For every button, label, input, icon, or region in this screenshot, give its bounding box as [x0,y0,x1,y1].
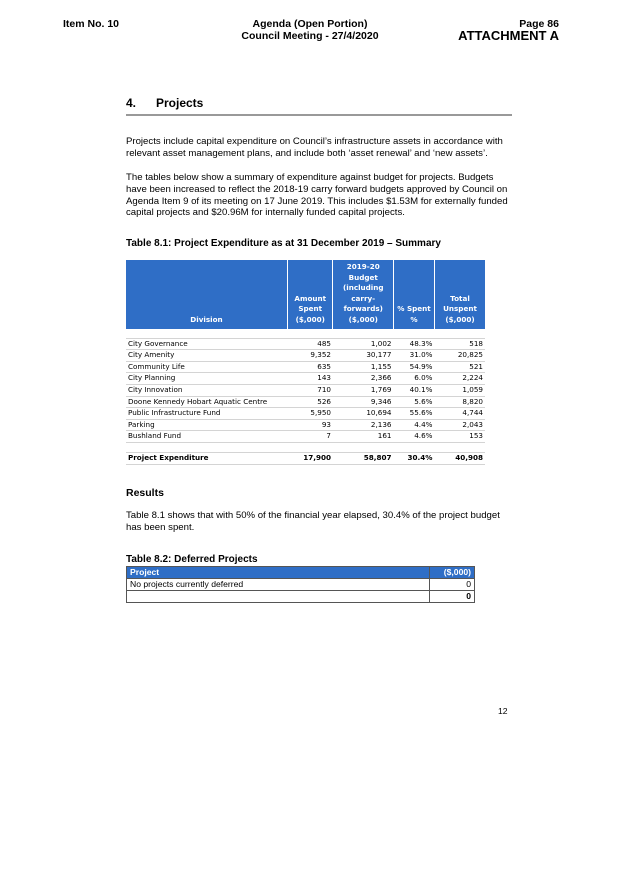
cell-unspent: 4,744 [434,408,485,420]
table-row [126,373,485,385]
cell-budget: 9,346 [333,396,394,408]
table2-header-row [127,567,475,579]
deferred-projects-table [126,566,475,603]
table2-total-row [127,591,475,603]
results-paragraph: Table 8.1 shows that with 50% of the financial year elapsed, 30.4% of the project budget has been spent. [126,510,500,533]
cell-division: Parking [126,419,287,431]
total-pct: 30.4% [394,452,435,464]
cell-unspent: 8,820 [434,396,485,408]
cell-spent: 9,352 [287,350,333,362]
header-division: Division [126,260,287,329]
spacer-row [126,329,485,339]
cell-spent: 710 [287,384,333,396]
cell-budget: 2,366 [333,373,394,385]
total-spent: 17,900 [287,452,333,464]
header-project: Project [127,567,430,579]
table-row [126,396,485,408]
cell-budget: 30,177 [333,350,394,362]
table-row [126,338,485,350]
budget-paragraph: The tables below show a summary of expenditure against budget for projects. Budgets have been increased to reflect the 2018-19 carry forward budgets approved by Council on Agenda Item 9 of its meeting on 17 June 2019. This includes $1.53M for externally funded capital projects and $20.96M for internally funded capital projects. [126,172,508,219]
project-expenditure-table [126,260,485,465]
cell-unspent: 1,059 [434,384,485,396]
table-row [126,431,485,443]
table-row [126,350,485,362]
header-budget: 2019-20 Budget (including carry-forwards) ($,000) [333,260,394,329]
cell-pct: 40.1% [394,384,435,396]
agenda-header [200,18,420,42]
cell-spent: 7 [287,431,333,443]
cell-spent: 485 [287,338,333,350]
agenda-title: Agenda (Open Portion) [252,18,368,30]
cell-budget: 2,136 [333,419,394,431]
cell-pct: 55.6% [394,408,435,420]
table2-caption: Table 8.2: Deferred Projects [126,554,258,565]
total-row [126,452,485,464]
cell-division: City Governance [126,338,287,350]
cell-pct: 54.9% [394,361,435,373]
cell-division: City Innovation [126,384,287,396]
cell-pct: 48.3% [394,338,435,350]
section-heading [126,96,512,116]
cell-total: 0 [430,591,475,603]
cell-amount: 0 [430,579,475,591]
cell-pct: 4.4% [394,419,435,431]
cell-spent: 93 [287,419,333,431]
cell-unspent: 521 [434,361,485,373]
table-row [126,419,485,431]
results-heading: Results [126,487,164,499]
cell-budget: 161 [333,431,394,443]
cell-spent: 635 [287,361,333,373]
cell-spent: 143 [287,373,333,385]
table1-caption: Table 8.1: Project Expenditure as at 31 December 2019 – Summary [126,238,441,249]
item-number: Item No. 10 [63,18,120,30]
cell-spent: 526 [287,396,333,408]
cell-unspent: 518 [434,338,485,350]
cell-budget: 1,155 [333,361,394,373]
table-row [126,384,485,396]
cell-pct: 6.0% [394,373,435,385]
cell-unspent: 2,224 [434,373,485,385]
cell-division: City Planning [126,373,287,385]
header-amount-spent: Amount Spent ($,000) [287,260,333,329]
page-header-right [458,18,559,42]
cell-unspent: 2,043 [434,419,485,431]
intro-paragraph: Projects include capital expenditure on Council’s infrastructure assets in accordance with relevant asset management plans, and include both ‘asset renewal’ and ‘new assets’. [126,136,503,159]
spacer-row [126,442,485,452]
attachment-label: ATTACHMENT A [458,28,559,43]
header-pct-spent: % Spent % [394,260,435,329]
header-amount: ($,000) [430,567,475,579]
table1-header-row [126,260,485,329]
section-title: Projects [156,96,204,110]
cell-pct: 31.0% [394,350,435,362]
table-row [127,579,475,591]
table-row [126,361,485,373]
table-row [126,408,485,420]
total-division: Project Expenditure [126,452,287,464]
page-number: 12 [498,706,508,716]
cell-pct: 5.6% [394,396,435,408]
cell-division: City Amenity [126,350,287,362]
cell-budget: 10,694 [333,408,394,420]
section-number: 4. [126,96,137,110]
cell-division: Community Life [126,361,287,373]
page-label: Page 86 [519,18,559,30]
total-unspent: 40,908 [434,452,485,464]
cell-division: Doone Kennedy Hobart Aquatic Centre [126,396,287,408]
cell-pct: 4.6% [394,431,435,443]
cell-division: Public Infrastructure Fund [126,408,287,420]
meeting-date: Council Meeting - 27/4/2020 [241,30,379,42]
header-unspent: Total Unspent ($,000) [434,260,485,329]
cell-project: No projects currently deferred [127,579,430,591]
cell-spent: 5,950 [287,408,333,420]
cell-budget: 1,002 [333,338,394,350]
total-budget: 58,807 [333,452,394,464]
cell-budget: 1,769 [333,384,394,396]
cell-empty [127,591,430,603]
cell-unspent: 153 [434,431,485,443]
cell-unspent: 20,825 [434,350,485,362]
cell-division: Bushland Fund [126,431,287,443]
